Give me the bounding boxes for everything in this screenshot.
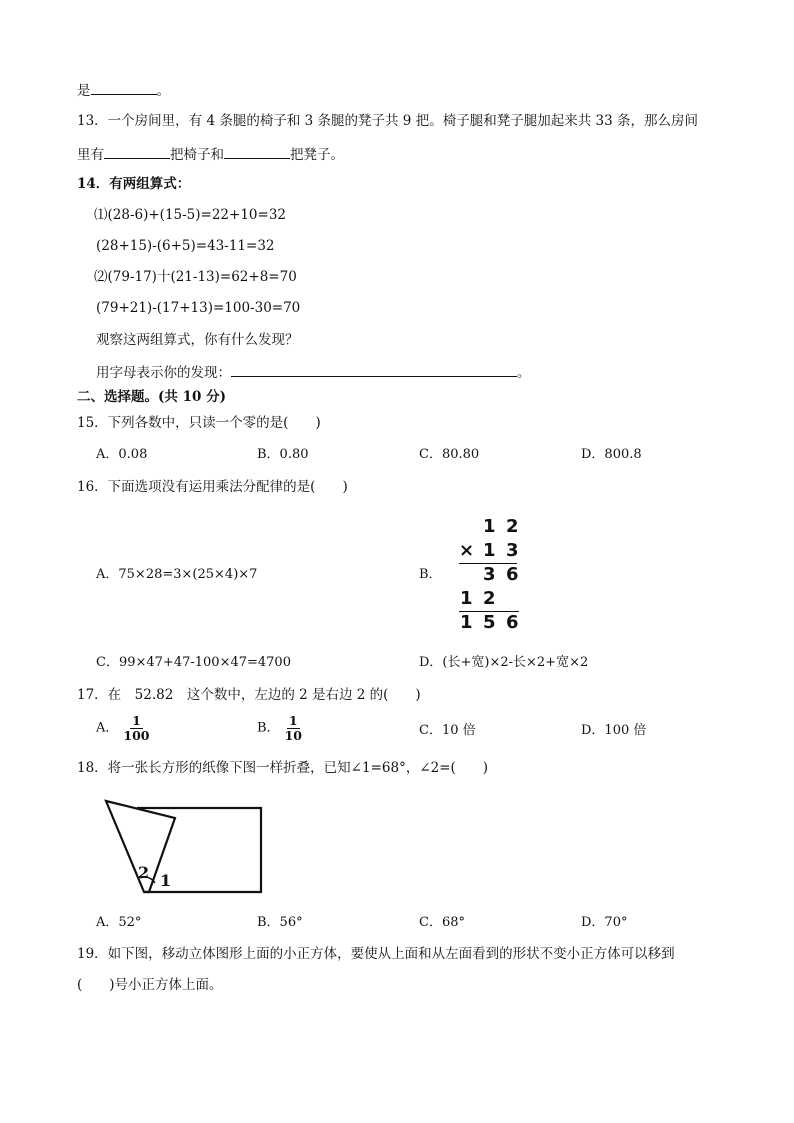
vmul-digit: 1 xyxy=(460,612,473,633)
q18-option-b[interactable]: B．56° xyxy=(257,915,303,930)
q14-line-4: (79+21)-(17+13)=100-30=70 xyxy=(96,300,301,316)
q17-option-c[interactable]: C．10 倍 xyxy=(419,723,476,738)
q17-option-a-label: A． xyxy=(96,720,119,736)
section-title: 二、选择题。(共 10 分) xyxy=(77,389,226,405)
q18-option-a[interactable]: A．52° xyxy=(96,915,142,930)
q14-line-2: (28+15)-(6+5)=43-11=32 xyxy=(96,238,275,254)
vmul-row2 xyxy=(455,539,525,563)
carry-line xyxy=(77,80,170,100)
q18-stem: 18．将一张长方形的纸像下图一样折叠，已知∠1=68°，∠2=( ) xyxy=(77,760,489,776)
stools-blank xyxy=(224,144,290,159)
vmul-digit: 2 xyxy=(483,588,496,609)
q17-option-b[interactable] xyxy=(257,714,304,743)
fraction-denominator: 100 xyxy=(123,728,150,743)
q16-option-b-label[interactable]: B． xyxy=(419,567,442,582)
q15-option-d[interactable]: D．800.8 xyxy=(581,447,642,462)
q17-option-d[interactable]: D．100 倍 xyxy=(581,723,647,738)
q15-stem: 15．下列各数中，只读一个零的是( ) xyxy=(77,415,321,431)
q15-option-b[interactable]: B．0.80 xyxy=(257,447,309,462)
q16-stem: 16．下面选项没有运用乘法分配律的是( ) xyxy=(77,479,348,495)
answer-blank xyxy=(91,80,157,95)
angle-1-label: 1 xyxy=(160,871,172,890)
vmul-row5 xyxy=(455,611,525,635)
q17-option-b-label: B． xyxy=(257,720,280,736)
q13-line1: 13．一个房间里，有 4 条腿的椅子和 3 条腿的凳子共 9 把。椅子腿和凳子腿加起来共 33 条，那么房间 xyxy=(77,113,698,129)
vmul-row4 xyxy=(455,587,525,611)
q14-line-5: 观察这两组算式，你有什么发现？ xyxy=(96,332,299,348)
vmul-digit: 6 xyxy=(506,564,519,585)
vmul-digit: 3 xyxy=(506,540,519,561)
carry-suffix: 。 xyxy=(156,83,170,99)
q15-option-c[interactable]: C．80.80 xyxy=(419,447,480,462)
q19-line1: 19．如下图，移动立体图形上面的小正方体，要使从上面和从左面看到的形状不变小正方体可以移到 xyxy=(77,946,675,962)
q18-option-c[interactable]: C．68° xyxy=(419,915,465,930)
q15-option-a[interactable]: A．0.08 xyxy=(96,447,148,462)
fraction-1-10 xyxy=(283,714,304,743)
vmul-digit: 3 xyxy=(483,564,496,585)
vertical-multiplication xyxy=(455,515,525,635)
vmul-row1 xyxy=(455,515,525,539)
q19-line2: ( )号小正方体上面。 xyxy=(77,977,223,993)
q14-line-1: ⑴(28-6)+(15-5)=22+10=32 xyxy=(94,207,287,223)
vmul-digit: 1 xyxy=(460,588,473,609)
vmul-times-sign: × xyxy=(459,540,475,561)
q16-option-d[interactable]: D．(长+宽)×2-长×2+宽×2 xyxy=(419,655,589,670)
vmul-digit: 1 xyxy=(483,516,496,537)
q13-text-b: 把椅子和 xyxy=(170,147,224,163)
q14-letter-prompt: 用字母表示你的发现： xyxy=(96,365,231,381)
q13-text-a: 里有 xyxy=(77,147,104,163)
fraction-denominator: 10 xyxy=(284,728,302,743)
finding-blank xyxy=(231,362,517,377)
q14-title: 14．有两组算式： xyxy=(77,176,191,192)
vmul-row3 xyxy=(455,563,525,587)
q16-option-a[interactable]: A．75×28=3×(25×4)×7 xyxy=(96,567,258,582)
q14-letter-line xyxy=(96,362,531,382)
q13-text-c: 把凳子。 xyxy=(290,147,344,163)
fraction-numerator: 1 xyxy=(132,713,141,728)
vmul-digit: 5 xyxy=(483,612,496,633)
vmul-digit: 2 xyxy=(506,516,519,537)
vmul-digit: 6 xyxy=(506,612,519,633)
q16-option-c[interactable]: C．99×47+47-100×47=4700 xyxy=(96,655,291,670)
fraction-numerator: 1 xyxy=(288,713,298,728)
carry-prefix: 是 xyxy=(77,83,91,99)
vmul-digit: 1 xyxy=(483,540,496,561)
q14-line-3: ⑵(79-17)十(21-13)=62+8=70 xyxy=(94,269,297,285)
rectangle-outline xyxy=(137,808,261,892)
fraction-1-100 xyxy=(121,714,151,743)
q13-line2 xyxy=(77,144,344,164)
q17-stem: 17．在 52.82 这个数中，左边的 2 是右边 2 的( ) xyxy=(77,687,421,703)
q18-option-d[interactable]: D．70° xyxy=(581,915,628,930)
q17-option-a[interactable] xyxy=(96,714,151,743)
chairs-blank xyxy=(104,144,170,159)
folded-paper-figure xyxy=(100,795,270,897)
q14-letter-suffix: 。 xyxy=(517,365,531,381)
angle-2-label: 2 xyxy=(138,863,150,882)
